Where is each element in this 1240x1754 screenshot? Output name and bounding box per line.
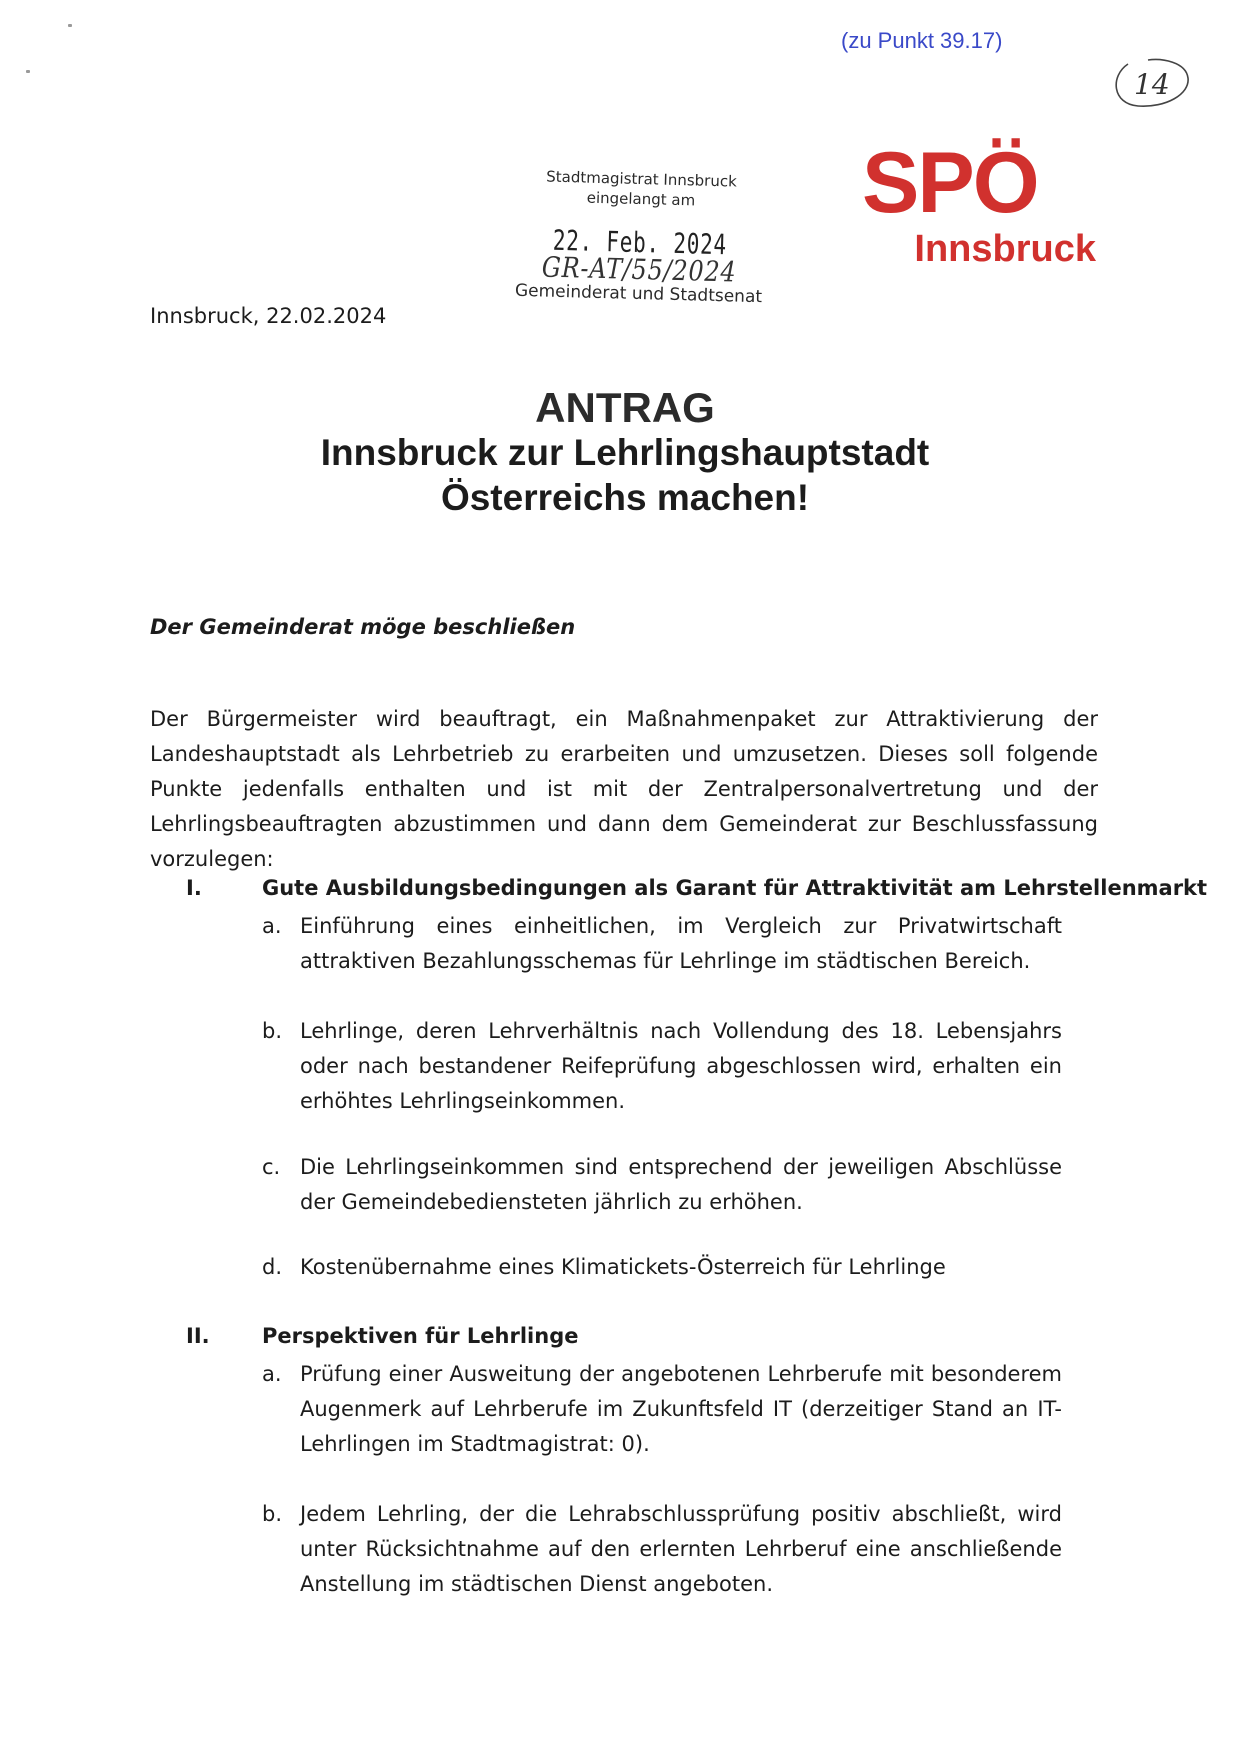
list-item (262, 1150, 1062, 1220)
list-item-text: Lehrlinge, deren Lehrverhältnis nach Vollendung des 18. Lebensjahrs oder nach bestandener Reifeprüfung abgeschlossen wird, erhalten ein erhöhtes Lehrlingseinkommen. (300, 1019, 1062, 1113)
list-item-text: Prüfung einer Ausweitung der angebotenen Lehrberufe mit besonderem Augenmerk auf Lehrberufe im Zukunftsfeld IT (derzeitiger Stand an IT-Lehrlingen im Stadtmagistrat: 0). (300, 1362, 1062, 1456)
stamp-footer: Gemeinderat und Stadtsenat (514, 280, 763, 308)
logo-sub-text: Innsbruck (914, 228, 1096, 270)
list-item-letter: b. (262, 1019, 283, 1043)
list-item (262, 1357, 1062, 1462)
section-number: I. (186, 876, 202, 900)
reference-note: (zu Punkt 39.17) (841, 28, 1003, 53)
list-item-text: Einführung eines einheitlichen, im Vergleich zur Privatwirtschaft attraktiven Bezahlungsschemas für Lehrlinge im städtischen Bereich. (300, 914, 1062, 973)
place-date: Innsbruck, 22.02.2024 (150, 304, 387, 328)
handwritten-page-number (1108, 54, 1192, 112)
stamp-date: 22. Feb. 2024 (552, 223, 728, 262)
list-item-letter: a. (262, 1362, 282, 1386)
list-item-letter: d. (262, 1255, 283, 1279)
svg-text:14: 14 (1134, 68, 1170, 101)
spoe-innsbruck-logo (858, 135, 1098, 270)
scan-speck (26, 70, 30, 73)
list-item-text: Jedem Lehrling, der die Lehrabschlussprüfung positiv abschließt, wird unter Rücksichtnahme auf den erlernten Lehrberuf eine anschließende Anstellung im städtischen Dienst angeboten. (300, 1502, 1062, 1596)
logo-main-text: SPÖ (862, 135, 1038, 231)
stamp-received-label: eingelangt am (586, 188, 696, 210)
list-item-letter: a. (262, 914, 282, 938)
stamp-authority: Stadtmagistrat Innsbruck (546, 167, 738, 191)
title-block (150, 385, 1100, 520)
document-subtitle-line1: Innsbruck zur Lehrlingshauptstadt (320, 432, 930, 474)
scan-speck (68, 24, 72, 27)
section-title: Gute Ausbildungsbedingungen als Garant für Attraktivität am Lehrstellenmarkt (262, 876, 1208, 900)
received-stamp (478, 166, 801, 308)
list-item-text: Kostenübernahme eines Klimatickets-Österreich für Lehrlinge (300, 1255, 946, 1279)
document-title: ANTRAG (535, 384, 715, 431)
section-title: Perspektiven für Lehrlinge (262, 1324, 579, 1348)
list-item-letter: c. (262, 1155, 281, 1179)
list-item (262, 1497, 1062, 1602)
list-item-letter: b. (262, 1502, 283, 1526)
section-number: II. (186, 1324, 210, 1348)
list-item (262, 1014, 1062, 1119)
list-item (262, 1250, 1062, 1285)
list-item-text: Die Lehrlingseinkommen sind entsprechend der jeweiligen Abschlüsse der Gemeindebediensteten jährlich zu erhöhen. (300, 1155, 1062, 1214)
document-subtitle-line2: Österreichs machen! (440, 476, 810, 518)
list-item (262, 909, 1062, 979)
intro-paragraph: Der Bürgermeister wird beauftragt, ein Maßnahmenpaket zur Attraktivierung der Landeshauptstadt als Lehrbetrieb zu erarbeiten und umzusetzen. Dieses soll folgende Punkte jedenfalls enthalten und ist mit der Zentralpersonalvertretung und der Lehrlingsbeauftragten abzustimmen und dann dem Gemeinderat zur Beschlussfassung vorzulegen: (150, 707, 1098, 871)
resolution-heading: Der Gemeinderat möge beschließen (150, 615, 576, 639)
stamp-handwritten-code: GR-AT/55/2024 (541, 250, 737, 289)
